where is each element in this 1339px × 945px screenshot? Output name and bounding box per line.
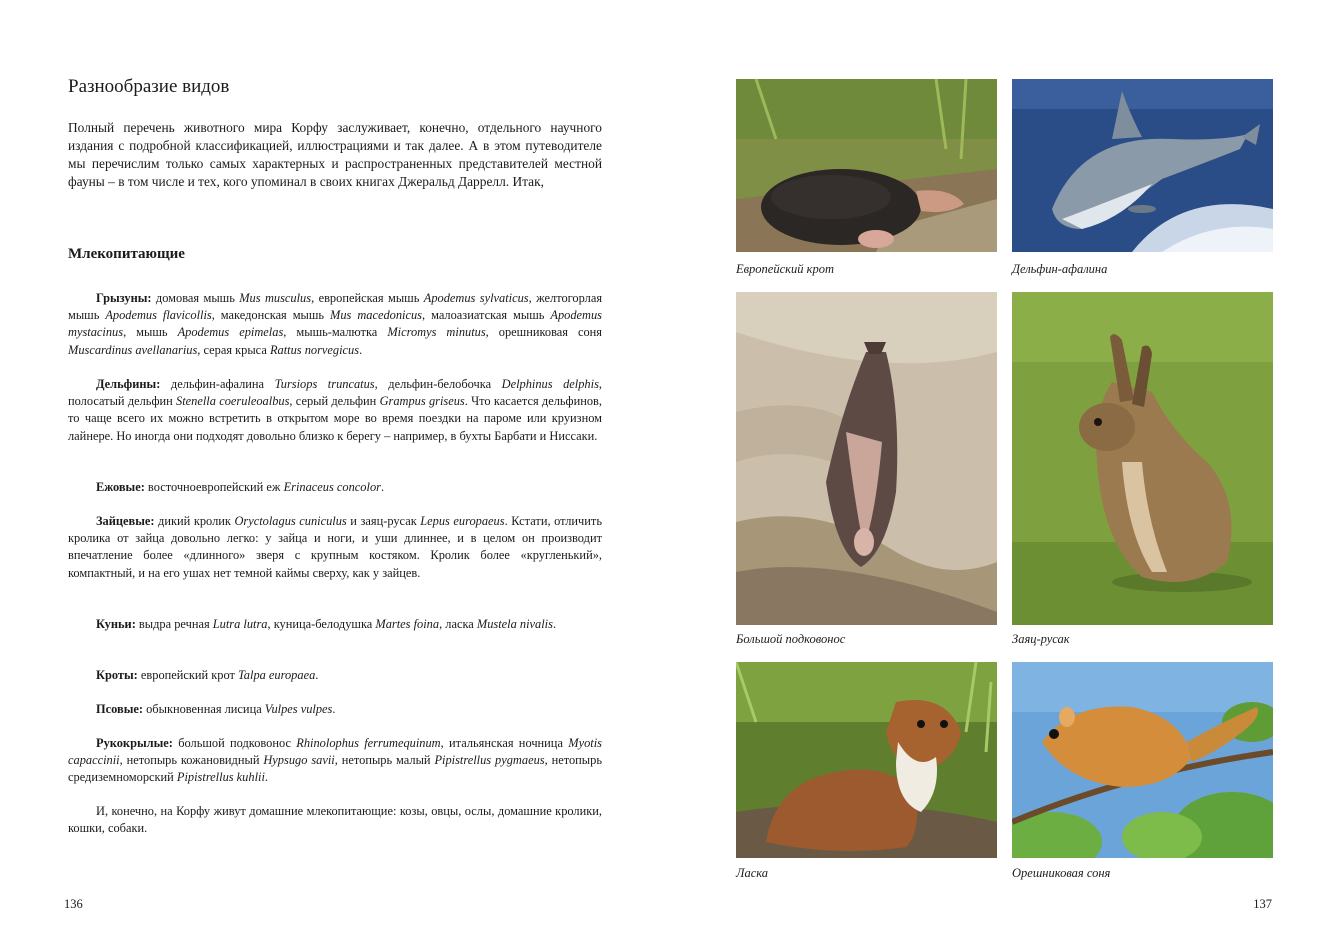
species-latin-name: Micromys minutus [387,325,486,340]
paragraph-hares: Зайцевые: дикий кролик Oryctolagus cuniculus и заяц-русак Lepus europaeus. Кстати, отличить кролика от зайца довольно легко: у зайца и ноги, и уши длиннее, и в целом он производит впечатление более «длинного» зверя с крупным костяком. Кролик более «кругленький», компактный, и на его ушах нет темной каймы сверху, как у зайцев. [68,514,602,580]
species-latin-name: Lutra lutra [212,617,268,631]
paragraph-label: Грызуны: [96,291,152,305]
species-latin-name: Delphinus delphis [501,377,599,391]
species-latin-name: Lepus europaeus [420,514,505,528]
species-latin-name: Mus macedonicus [330,308,423,323]
species-latin-name: Apodemus sylvaticus [423,291,529,305]
caption-weasel: Ласка [736,866,769,880]
species-latin-name: Talpa europaea [238,668,316,682]
right-page [670,0,1339,945]
paragraph-label: Ежовые: [96,480,145,494]
caption-hare: Заяц-русак [1012,632,1070,646]
page-number-right: 137 [1253,897,1272,911]
section-heading: Млекопитающие [68,246,185,262]
species-latin-name: Tursiops truncatus [274,377,375,391]
species-latin-name: Apodemus epimelas [177,325,284,340]
paragraph-bats: Рукокрылые: большой подковонос Rhinolophus ferrumequinum, итальянская ночница Myotis capaccinii, нетопырь кожановидный Hypsugo savii, нетопырь малый Pipistrellus pygmaeus, нетопырь средиземноморский Pipistrellus kuhlii. [68,736,602,785]
species-latin-name: Apodemus flavicollis [105,308,212,323]
paragraph-label: Куньи: [96,617,136,631]
paragraph-hedgehogs: Ежовые: восточноевропейский еж Erinaceus concolor. [96,480,385,494]
species-latin-name: Pipistrellus pygmaeus [434,753,545,768]
caption-bat: Большой подковонос [736,632,846,646]
species-latin-name: Erinaceus concolor [283,480,381,494]
species-latin-name: Apodemus mystacinus [68,308,602,340]
paragraph-dolphins: Дельфины: дельфин-афалина Tursiops truncatus, дельфин-белобочка Delphinus delphis, полосатый дельфин Stenella coeruleoalbus, серый дельфин Grampus griseus. Что касается дельфинов, то чаще всего их можно встретить в открытом море во время поездки на пароме или круизном лайнере. Но иногда они подходят довольно близко к берегу – например, в бухты Барбати и Ниссаки. [68,377,603,443]
species-latin-name: Martes foina [375,617,440,631]
photo-dormouse [1012,662,1273,858]
species-latin-name: Rattus norvegicus [269,342,360,357]
species-latin-name: Pipistrellus kuhlii [176,770,265,785]
species-latin-name: Mus musculus [239,291,312,305]
paragraph-label: Кроты: [96,668,138,682]
paragraph-rodents: Грызуны: домовая мышь Mus musculus, европейская мышь Apodemus sylvaticus, желтогорлая мышь Apodemus flavicollis, македонская мышь Mus macedonicus, малоазиатская мышь Apodemus mystacinus, мышь Apodemus epimelas, мышь-малютка Micromys minutus, орешниковая соня Muscardinus avellanarius, серая крыса Rattus norvegicus. [68,291,603,357]
paragraph-mustelids: Куньи: выдра речная Lutra lutra, куница-белодушка Martes foina, ласка Mustela nivalis. [96,617,557,631]
photo-bat [736,292,997,625]
paragraph-domestic: И, конечно, на Корфу живут домашние млекопитающие: козы, овцы, ослы, домашние кролики, кошки, собаки. [68,804,602,836]
species-latin-name: Hypsugo savii [263,753,335,768]
paragraph-canids: Псовые: обыкновенная лисица Vulpes vulpes. [96,702,336,716]
species-latin-name: Oryctolagus cuniculus [234,514,347,528]
species-latin-name: Muscardinus avellanarius [68,342,198,357]
photo-hare [1012,292,1273,625]
page-number-left: 136 [64,897,83,911]
intro-paragraph: Полный перечень животного мира Корфу заслуживает, конечно, отдельного научного издания с подробной классификацией, иллюстрациями и так далее. А в этом путеводителе мы перечислим только самых характерных и распространенных представителей местной фауны – в том числе и тех, кого упоминал в своих книгах Джеральд Даррелл. Итак, [68,120,602,189]
species-latin-name: Myotis capaccinii [68,736,602,768]
paragraph-label: Дельфины: [96,377,161,391]
species-latin-name: Grampus griseus [379,394,465,409]
paragraph-label: Псовые: [96,702,144,716]
species-latin-name: Rhinolophus ferrumequinum [296,736,441,750]
page-title: Разнообразие видов [68,76,230,97]
photo-mole [736,79,997,252]
paragraph-label: Рукокрылые: [96,736,173,750]
caption-dormouse: Орешниковая соня [1012,866,1111,880]
species-latin-name: Mustela nivalis [476,617,553,631]
species-latin-name: Stenella coeruleoalbus [176,394,290,409]
photo-dolphin [1012,79,1273,252]
paragraph-moles: Кроты: европейский крот Talpa europaea. [96,668,319,682]
species-latin-name: Vulpes vulpes [264,702,333,716]
paragraph-label: Зайцевые: [96,514,155,528]
caption-dolphin: Дельфин-афалина [1012,262,1108,276]
caption-mole: Европейский крот [736,262,835,276]
photo-weasel [736,662,997,858]
